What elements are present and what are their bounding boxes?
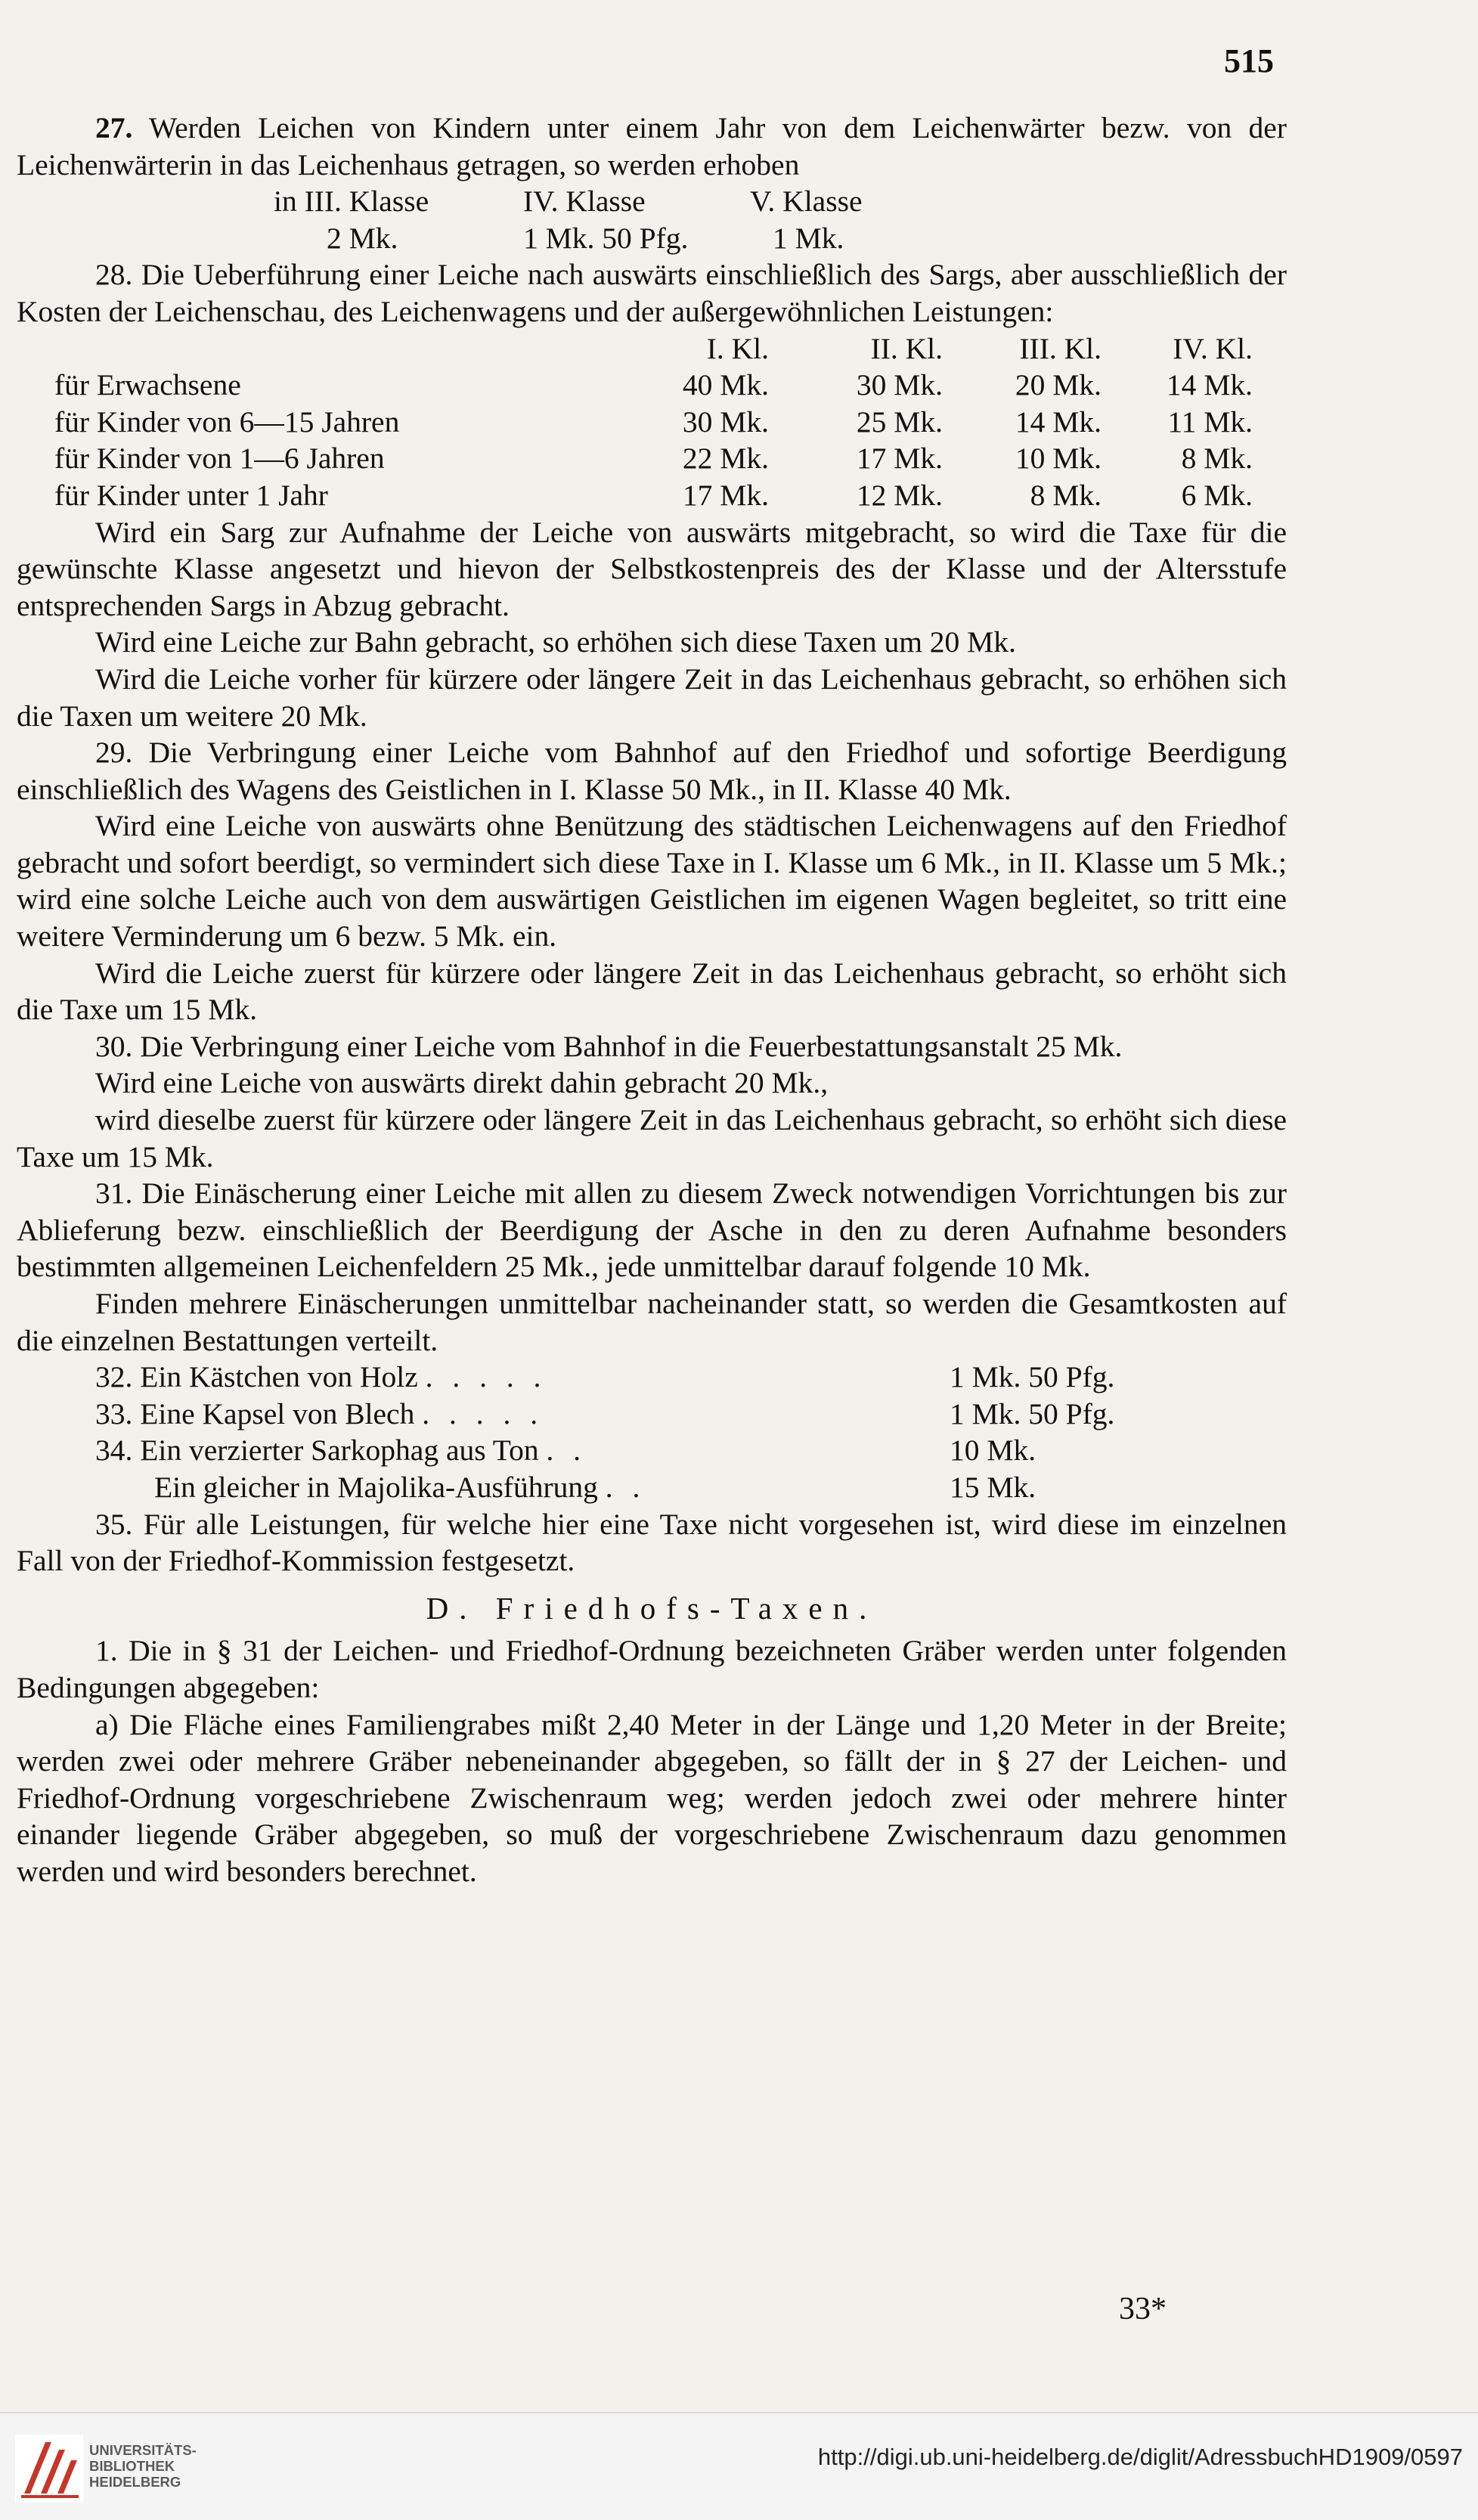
fee-table-row bbox=[17, 477, 1287, 514]
fee-cell: 10 Mk. bbox=[1015, 442, 1102, 476]
library-name bbox=[89, 2442, 197, 2490]
paragraph-28-note: Wird ein Sarg zur Aufnahme der Leiche von auswärts mitgebracht, so wird die Taxe für die gewünschte Klasse angesetzt und hievon der Selbstkostenpreis des der Klasse und der Altersstufe entsprechenden Sargs in Abzug gebracht. bbox=[17, 515, 1287, 622]
fee-cell: 20 Mk. bbox=[1015, 368, 1102, 402]
fee-row-label: für Kinder von 6—15 Jahren bbox=[54, 405, 400, 439]
fee-row-label: für Kinder von 1—6 Jahren bbox=[54, 442, 385, 476]
fee-row-label: für Erwachsene bbox=[54, 368, 241, 402]
fee-column-header: IV. Kl. bbox=[1173, 331, 1253, 365]
leader-dots: . . . . . bbox=[422, 1396, 544, 1430]
fee-column-header: III. Kl. bbox=[1019, 331, 1102, 365]
fee-cell: 12 Mk. bbox=[856, 478, 943, 512]
paragraph-27-text: Werden Leichen von Kindern unter einem Jahr von dem Leichenwärter bezw. von der Leichenwärterin in das Leichenhaus getragen, so werden erhoben bbox=[17, 111, 1287, 181]
fee-cell: 30 Mk. bbox=[682, 405, 769, 439]
paragraph-30-note: Wird eine Leiche von auswärts direkt dahin gebracht 20 Mk., bbox=[95, 1066, 829, 1100]
paragraph-28: 28. Die Ueberführung einer Leiche nach auswärts einschließlich des Sargs, aber ausschließlich der Kosten der Leichenschau, des Leichenwagens und der außergewöhnlichen Leistungen: bbox=[17, 258, 1287, 328]
class-fee: 1 Mk. 50 Pfg. bbox=[523, 221, 689, 255]
library-name-line: UNIVERSITÄTS- bbox=[89, 2442, 197, 2458]
fee-cell: 8 Mk. bbox=[1030, 478, 1102, 512]
fee-cell: 22 Mk. bbox=[682, 442, 769, 476]
fee-table-header bbox=[17, 330, 1287, 367]
fee-row-label: für Kinder unter 1 Jahr bbox=[54, 478, 328, 512]
section-d-paragraph-a: a) Die Fläche eines Familiengrabes mißt 2,40 Meter in der Länge und 1,20 Meter in der Breite; werden zwei oder mehrere Gräber nebeneinander abgegeben, so fällt der in § 27 der Leichen- und Friedhof-Ordnung vorgeschriebene Zwischenraum weg; werden jedoch zwei oder mehrere hinter einander liegende Gräber abgegeben, so muß der vorgeschriebene Zwischenraum dazu genommen werden und wird besonders berechnet. bbox=[17, 1707, 1287, 1888]
class-fee-row bbox=[274, 220, 1287, 257]
sheet-signature: 33* bbox=[1119, 2292, 1167, 2326]
price-list-item bbox=[95, 1359, 1287, 1396]
paragraph-31-note: Finden mehrere Einäscherungen unmittelbar nacheinander statt, so werden die Gesamtkosten auf die einzelnen Bestattungen verteilt. bbox=[17, 1287, 1287, 1357]
fee-cell: 40 Mk. bbox=[682, 368, 769, 402]
page-text bbox=[17, 110, 1287, 1890]
class-label: in III. Klasse bbox=[274, 184, 429, 219]
item-label: 32. Ein Kästchen von Holz bbox=[95, 1360, 418, 1394]
leader-dots: . . . . . bbox=[425, 1360, 547, 1394]
paragraph-29: 29. Die Verbringung einer Leiche vom Bahnhof auf den Friedhof und sofortige Beerdigung einschließlich des Wagens des Geistlichen in I. Klasse 50 Mk., in II. Klasse 40 Mk. bbox=[17, 736, 1287, 806]
paragraph-30: 30. Die Verbringung einer Leiche vom Bahnhof in die Feuerbestattungsanstalt 25 Mk. bbox=[95, 1029, 1123, 1063]
paragraph-29-note: Wird eine Leiche von auswärts ohne Benützung des städtischen Leichenwagens auf den Friedhof gebracht und sofort beerdigt, so vermindert sich diese Taxe in I. Klasse um 6 Mk., in II. Klasse um 5 Mk.; wird eine solche Leiche auch von dem auswärtigen Geistlichen im eigenen Wagen begleitet, so tritt eine weitere Verminderung um 6 bezw. 5 Mk. ein. bbox=[17, 809, 1287, 953]
paragraph-27-number: 27. bbox=[95, 111, 133, 144]
library-name-line: HEIDELBERG bbox=[89, 2474, 181, 2490]
leader-dots: . . bbox=[605, 1470, 646, 1504]
price-list-item bbox=[95, 1432, 1287, 1469]
fee-table-row bbox=[17, 404, 1287, 441]
paragraph-28-note: Wird eine Leiche zur Bahn gebracht, so erhöhen sich diese Taxen um 20 Mk. bbox=[95, 625, 1016, 659]
page-number: 515 bbox=[1224, 42, 1274, 79]
section-heading: D. Friedhofs-Taxen. bbox=[426, 1590, 878, 1626]
item-label: 34. Ein verzierter Sarkophag aus Ton bbox=[95, 1434, 539, 1468]
fee-table-row bbox=[17, 367, 1287, 404]
fee-cell: 8 Mk. bbox=[1181, 442, 1253, 476]
paragraph-30-note: wird dieselbe zuerst für kürzere oder längere Zeit in das Leichenhaus gebracht, so erhöht sich diese Taxe um 15 Mk. bbox=[17, 1103, 1287, 1173]
class-label: V. Klasse bbox=[750, 184, 863, 219]
item-price: 10 Mk. bbox=[950, 1434, 1036, 1468]
price-list-item bbox=[95, 1469, 1287, 1506]
price-list-item bbox=[95, 1396, 1287, 1433]
fee-column-header: I. Kl. bbox=[706, 331, 769, 365]
paragraph-35: 35. Für alle Leistungen, für welche hier eine Taxe nicht vorgesehen ist, wird diese im einzelnen Fall von der Friedhof-Kommission festgesetzt. bbox=[17, 1507, 1287, 1578]
paragraph-31: 31. Die Einäscherung einer Leiche mit allen zu diesem Zweck notwendigen Vorrichtungen bis zur Ablieferung bezw. einschließlich der Beerdigung der Asche in den zu deren Aufnahme besonders bestimmten allgemeinen Leichenfeldern 25 Mk., jede unmittelbar darauf folgende 10 Mk. bbox=[17, 1176, 1287, 1284]
class-fee: 1 Mk. bbox=[773, 221, 844, 255]
leader-dots: . . bbox=[546, 1434, 587, 1468]
paragraph-27 bbox=[17, 110, 1287, 183]
viewer-footer bbox=[0, 2412, 1478, 2520]
fee-cell: 25 Mk. bbox=[856, 405, 943, 439]
class-fee: 2 Mk. bbox=[327, 221, 398, 255]
paragraph-29-note: Wird die Leiche zuerst für kürzere oder längere Zeit in das Leichenhaus gebracht, so erhöht sich die Taxe um 15 Mk. bbox=[17, 956, 1287, 1027]
library-name-line: BIBLIOTHEK bbox=[89, 2458, 175, 2474]
paragraph-28-note: Wird die Leiche vorher für kürzere oder längere Zeit in das Leichenhaus gebracht, so erhöhen sich die Taxen um weitere 20 Mk. bbox=[17, 662, 1287, 733]
item-price: 1 Mk. 50 Pfg. bbox=[950, 1396, 1115, 1430]
class-header-row bbox=[274, 183, 1287, 220]
fee-cell: 17 Mk. bbox=[682, 478, 769, 512]
fee-cell: 17 Mk. bbox=[856, 442, 943, 476]
class-label: IV. Klasse bbox=[523, 184, 646, 219]
fee-cell: 14 Mk. bbox=[1015, 405, 1102, 439]
fee-cell: 30 Mk. bbox=[856, 368, 943, 402]
source-url-link[interactable]: http://digi.ub.uni-heidelberg.de/diglit/AdressbuchHD1909/0597 bbox=[817, 2444, 1463, 2470]
item-price: 15 Mk. bbox=[950, 1470, 1036, 1504]
fee-column-header: II. Kl. bbox=[870, 331, 943, 365]
item-price: 1 Mk. 50 Pfg. bbox=[950, 1360, 1115, 1394]
item-label: Ein gleicher in Majolika-Ausführung bbox=[154, 1470, 598, 1504]
section-d-paragraph-1: 1. Die in § 31 der Leichen- und Friedhof-Ordnung bezeichneten Gräber werden unter folgenden Bedingungen abgegeben: bbox=[17, 1634, 1287, 1704]
university-library-logo-icon bbox=[15, 2435, 83, 2503]
fee-cell: 11 Mk. bbox=[1167, 405, 1253, 439]
fee-cell: 14 Mk. bbox=[1166, 368, 1253, 402]
fee-table-row bbox=[17, 440, 1287, 477]
fee-cell: 6 Mk. bbox=[1181, 478, 1253, 512]
item-label: 33. Eine Kapsel von Blech bbox=[95, 1396, 415, 1430]
